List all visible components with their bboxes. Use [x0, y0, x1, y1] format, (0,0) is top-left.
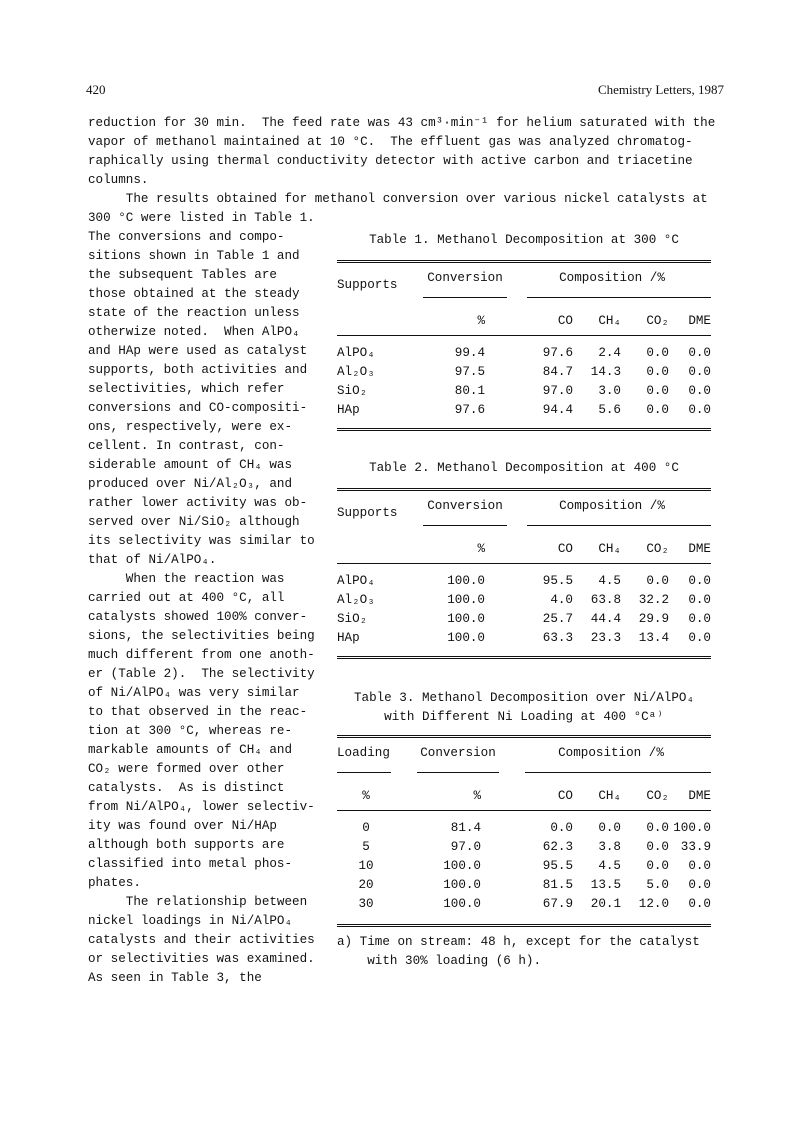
bottom-rule: [337, 924, 711, 927]
text-line: of Ni/AlPO₄ was very similar: [88, 686, 300, 700]
text-line: catalysts and their activities: [88, 933, 315, 947]
rule: [527, 297, 711, 298]
col-header-loading: Loading: [337, 746, 390, 760]
text-line: catalysts. As is distinct: [88, 781, 285, 795]
table-3-caption-line-1: Table 3. Methanol Decomposition over Ni/AlPO₄: [353, 691, 695, 705]
table-row: Al₂O₃ 100.0 4.0 63.8 32.2 0.0: [337, 593, 711, 607]
left-column-text: [88, 228, 320, 988]
col-header-ch4: CH₄: [598, 788, 621, 803]
col-header-co: CO: [557, 313, 573, 328]
table-3-grid: [337, 738, 711, 914]
col-header-dme: DME: [688, 788, 711, 803]
col-header-composition: Composition /%: [559, 271, 665, 285]
table-row: HAp 97.6 94.4 5.6 0.0 0.0: [337, 403, 711, 417]
text-line: otherwize noted. When AlPO₄: [88, 325, 300, 339]
text-line: tion at 300 °C, whereas re-: [88, 724, 293, 738]
col-header-conversion: Conversion: [427, 271, 503, 285]
bottom-rule: [337, 428, 711, 431]
text-line: The relationship between: [88, 895, 308, 909]
col-header-composition: Composition /%: [559, 499, 665, 513]
text-line: the subsequent Tables are: [88, 268, 277, 282]
text-line: reduction for 30 min. The feed rate was 43 cm³·min⁻¹ for helium saturated with the: [88, 116, 716, 130]
table-1-caption: Table 1. Methanol Decomposition at 300 °C: [369, 233, 679, 247]
text-line: siderable amount of CH₄ was: [88, 458, 293, 472]
rule: [423, 297, 507, 298]
rule: [525, 772, 711, 773]
text-line: ons, respectively, were ex-: [88, 420, 293, 434]
page-number: 420: [86, 82, 106, 97]
rule: [337, 772, 391, 773]
text-line: The conversions and compo-: [88, 230, 285, 244]
text-line: those obtained at the steady: [88, 287, 300, 301]
table-row: SiO₂ 100.0 25.7 44.4 29.9 0.0: [337, 612, 711, 626]
col-header-conversion: Conversion: [420, 746, 496, 760]
text-line: ity was found over Ni/HAp: [88, 819, 277, 833]
text-line: that of Ni/AlPO₄.: [88, 553, 217, 567]
table-row: 5 97.0 62.3 3.8 0.0 33.9: [362, 840, 711, 854]
text-line: The results obtained for methanol conversion over various nickel catalysts at: [88, 192, 708, 206]
unit-loading-percent: %: [362, 788, 370, 803]
text-line: cellent. In contrast, con-: [88, 439, 285, 453]
text-line: nickel loadings in Ni/AlPO₄: [88, 914, 293, 928]
text-line: and HAp were used as catalyst: [88, 344, 308, 358]
text-line: its selectivity was similar to: [88, 534, 315, 548]
rule: [527, 525, 711, 526]
col-header-ch4: CH₄: [598, 541, 621, 556]
col-header-co2: CO₂: [646, 541, 669, 556]
text-line: 300 °C were listed in Table 1.: [88, 211, 315, 225]
table-row: 0 81.4 0.0 0.0 0.0 100.0: [362, 821, 711, 835]
col-header-supports: Supports: [337, 505, 398, 520]
text-line: carried out at 400 °C, all: [88, 591, 285, 605]
text-line: much different from one anoth-: [88, 648, 315, 662]
text-line: rather lower activity was ob-: [88, 496, 308, 510]
journal-name: Chemistry Letters, 1987: [597, 82, 724, 97]
text-line: supports, both activities and: [88, 363, 308, 377]
table-2: [337, 459, 711, 659]
text-line: although both supports are: [88, 838, 285, 852]
text-line: produced over Ni/Al₂O₃, and: [88, 477, 293, 491]
text-line: CO₂ were formed over other: [88, 762, 285, 776]
col-header-dme: DME: [688, 313, 711, 328]
text-line: When the reaction was: [88, 572, 285, 586]
table-1: [337, 231, 711, 431]
text-line: conversions and CO-compositi-: [88, 401, 308, 415]
text-line: served over Ni/SiO₂ although: [88, 515, 300, 529]
col-header-co2: CO₂: [646, 788, 669, 803]
full-width-text: [88, 114, 728, 228]
table-1-grid: [337, 263, 711, 420]
table-row: AlPO₄ 99.4 97.6 2.4 0.0 0.0: [337, 346, 711, 360]
text-line: sitions shown in Table 1 and: [88, 249, 300, 263]
col-header-ch4: CH₄: [598, 313, 621, 328]
text-line: selectivities, which refer: [88, 382, 285, 396]
col-header-co2: CO₂: [646, 313, 669, 328]
unit-percent: %: [477, 313, 485, 328]
text-line: sions, the selectivities being: [88, 629, 315, 643]
col-header-dme: DME: [688, 541, 711, 556]
text-line: catalysts showed 100% conver-: [88, 610, 308, 624]
table-row: Al₂O₃ 97.5 84.7 14.3 0.0 0.0: [337, 365, 711, 379]
table-row: SiO₂ 80.1 97.0 3.0 0.0 0.0: [337, 384, 711, 398]
text-line: state of the reaction unless: [88, 306, 300, 320]
table-row: 20 100.0 81.5 13.5 5.0 0.0: [358, 878, 711, 892]
text-line: As seen in Table 3, the: [88, 971, 262, 985]
text-line: to that observed in the reac-: [88, 705, 308, 719]
text-line: or selectivities was examined.: [88, 952, 315, 966]
text-line: from Ni/AlPO₄, lower selectiv-: [88, 800, 315, 814]
text-line: vapor of methanol maintained at 10 °C. The effluent gas was analyzed chromatog-: [88, 135, 693, 149]
table-2-grid: [337, 491, 711, 648]
text-line: er (Table 2). The selectivity: [88, 667, 315, 681]
table-row: HAp 100.0 63.3 23.3 13.4 0.0: [337, 631, 711, 645]
text-line: markable amounts of CH₄ and: [88, 743, 293, 757]
table-row: 30 100.0 67.9 20.1 12.0 0.0: [358, 897, 711, 911]
table-2-caption: Table 2. Methanol Decomposition at 400 °C: [369, 461, 679, 475]
col-header-composition: Composition /%: [558, 746, 664, 760]
col-header-supports: Supports: [337, 277, 398, 292]
table-3: [337, 689, 711, 971]
text-line: classified into metal phos-: [88, 857, 293, 871]
text-line: phates.: [88, 876, 141, 890]
rule: [417, 772, 499, 773]
bottom-rule: [337, 656, 711, 659]
col-header-conversion: Conversion: [427, 499, 503, 513]
col-header-co: CO: [557, 788, 573, 803]
table-row: 10 100.0 95.5 4.5 0.0 0.0: [358, 859, 711, 873]
unit-percent: %: [477, 541, 485, 556]
table-3-footnote-line-1: a) Time on stream: 48 h, except for the catalyst: [337, 935, 700, 949]
rule: [423, 525, 507, 526]
table-3-footnote-line-2: with 30% loading (6 h).: [337, 954, 542, 968]
text-line: columns.: [88, 173, 149, 187]
text-line: raphically using thermal conductivity detector with active carbon and triacetine: [88, 154, 693, 168]
table-row: AlPO₄ 100.0 95.5 4.5 0.0 0.0: [337, 574, 711, 588]
table-3-caption-line-2: with Different Ni Loading at 400 °Cᵃ⁾: [384, 710, 664, 724]
col-header-co: CO: [557, 541, 573, 556]
unit-conversion-percent: %: [473, 788, 481, 803]
